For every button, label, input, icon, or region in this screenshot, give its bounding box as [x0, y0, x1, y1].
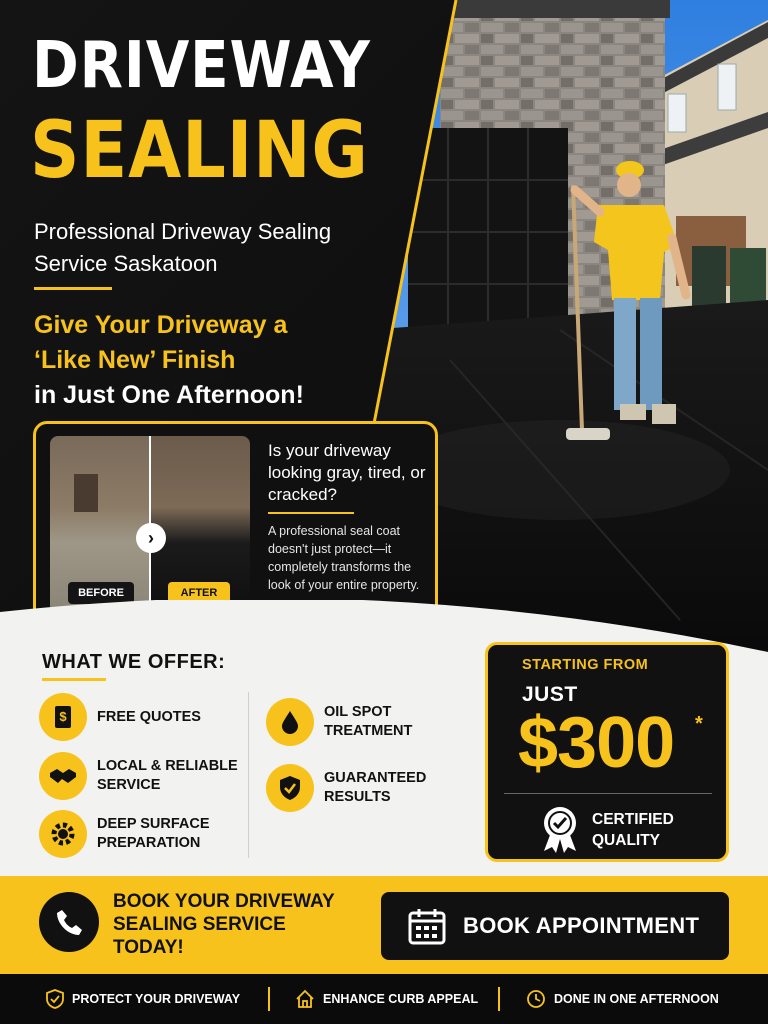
before-tag: BEFORE: [68, 582, 134, 604]
calendar-icon: [407, 906, 447, 946]
accent-divider: [34, 287, 112, 290]
certified-badge-icon: [538, 805, 582, 853]
footer-item-label: PROTECT YOUR DRIVEWAY: [72, 992, 241, 1006]
offer-item-label: OIL SPOT TREATMENT: [324, 704, 413, 739]
book-appointment-label: BOOK APPOINTMENT: [463, 913, 700, 938]
headline-sealing: SEALING: [30, 106, 369, 196]
phone-icon: [39, 892, 99, 952]
offer-heading: WHAT WE OFFER:: [42, 651, 226, 673]
offer-item-free-quotes: [39, 693, 257, 741]
subtitle: Professional Driveway Sealing Service Saskatoon: [34, 219, 332, 276]
offer-item-guaranteed: [266, 764, 464, 812]
footer-item-curb-appeal: [295, 974, 478, 1024]
promise-line-1: Give Your Driveway a: [34, 311, 288, 339]
promise-line-3: in Just One Afternoon!: [34, 381, 304, 409]
footer-item-label: ENHANCE CURB APPEAL: [323, 992, 479, 1006]
price-divider: [504, 793, 712, 794]
before-after-photo: [50, 436, 250, 614]
clock-icon: [526, 989, 546, 1009]
question-divider: [268, 512, 354, 514]
shield-check-icon: [266, 764, 314, 812]
offer-item-local-reliable: [39, 752, 257, 800]
seal-coat-description: A professional seal coat doesn't just protect—it completely transforms the look of your entire property.: [268, 524, 420, 592]
gear-icon: [39, 810, 87, 858]
certified-quality-label: CERTIFIED QUALITY: [592, 811, 674, 849]
quote-document-icon: [39, 693, 87, 741]
footer-bar: [0, 974, 768, 1024]
offer-item-deep-prep: [39, 810, 257, 858]
handshake-icon: [39, 752, 87, 800]
offer-item-label: GUARANTEED RESULTS: [324, 770, 427, 805]
offer-item-label: LOCAL & RELIABLE SERVICE: [97, 758, 238, 793]
offer-item-oil-spot: [266, 698, 464, 746]
footer-separator: [498, 987, 500, 1011]
starting-from-label: STARTING FROM: [522, 657, 649, 673]
cta-message: BOOK YOUR DRIVEWAY SEALING SERVICE TODAY!: [113, 891, 335, 958]
svg-text:$: $: [59, 709, 67, 724]
chevron-right-icon[interactable]: ›: [136, 523, 166, 553]
house-icon: [295, 989, 315, 1009]
promise-text: [34, 308, 354, 413]
footer-item-protect: [46, 974, 240, 1024]
just-label: JUST: [522, 683, 578, 706]
offer-item-label: DEEP SURFACE PREPARATION: [97, 816, 210, 851]
headline-driveway: DRIVEWAY: [32, 29, 371, 103]
driveway-question: Is your driveway looking gray, tired, or cracked?: [268, 441, 426, 504]
price-asterisk: *: [695, 713, 703, 735]
price-amount: $300: [518, 703, 675, 783]
oil-drop-icon: [266, 698, 314, 746]
footer-separator: [268, 987, 270, 1011]
footer-item-one-afternoon: [526, 974, 719, 1024]
offer-item-label: FREE QUOTES: [97, 708, 201, 725]
book-appointment-button[interactable]: [381, 892, 729, 960]
after-tag: AFTER: [168, 582, 230, 604]
price-card: [485, 642, 729, 862]
promise-line-2: ‘Like New’ Finish: [34, 346, 236, 374]
offer-heading-underline: [42, 678, 106, 681]
cta-bar: [0, 876, 768, 974]
shield-check-icon: [46, 989, 64, 1009]
front-door: [74, 474, 98, 512]
footer-item-label: DONE IN ONE AFTERNOON: [554, 992, 719, 1006]
